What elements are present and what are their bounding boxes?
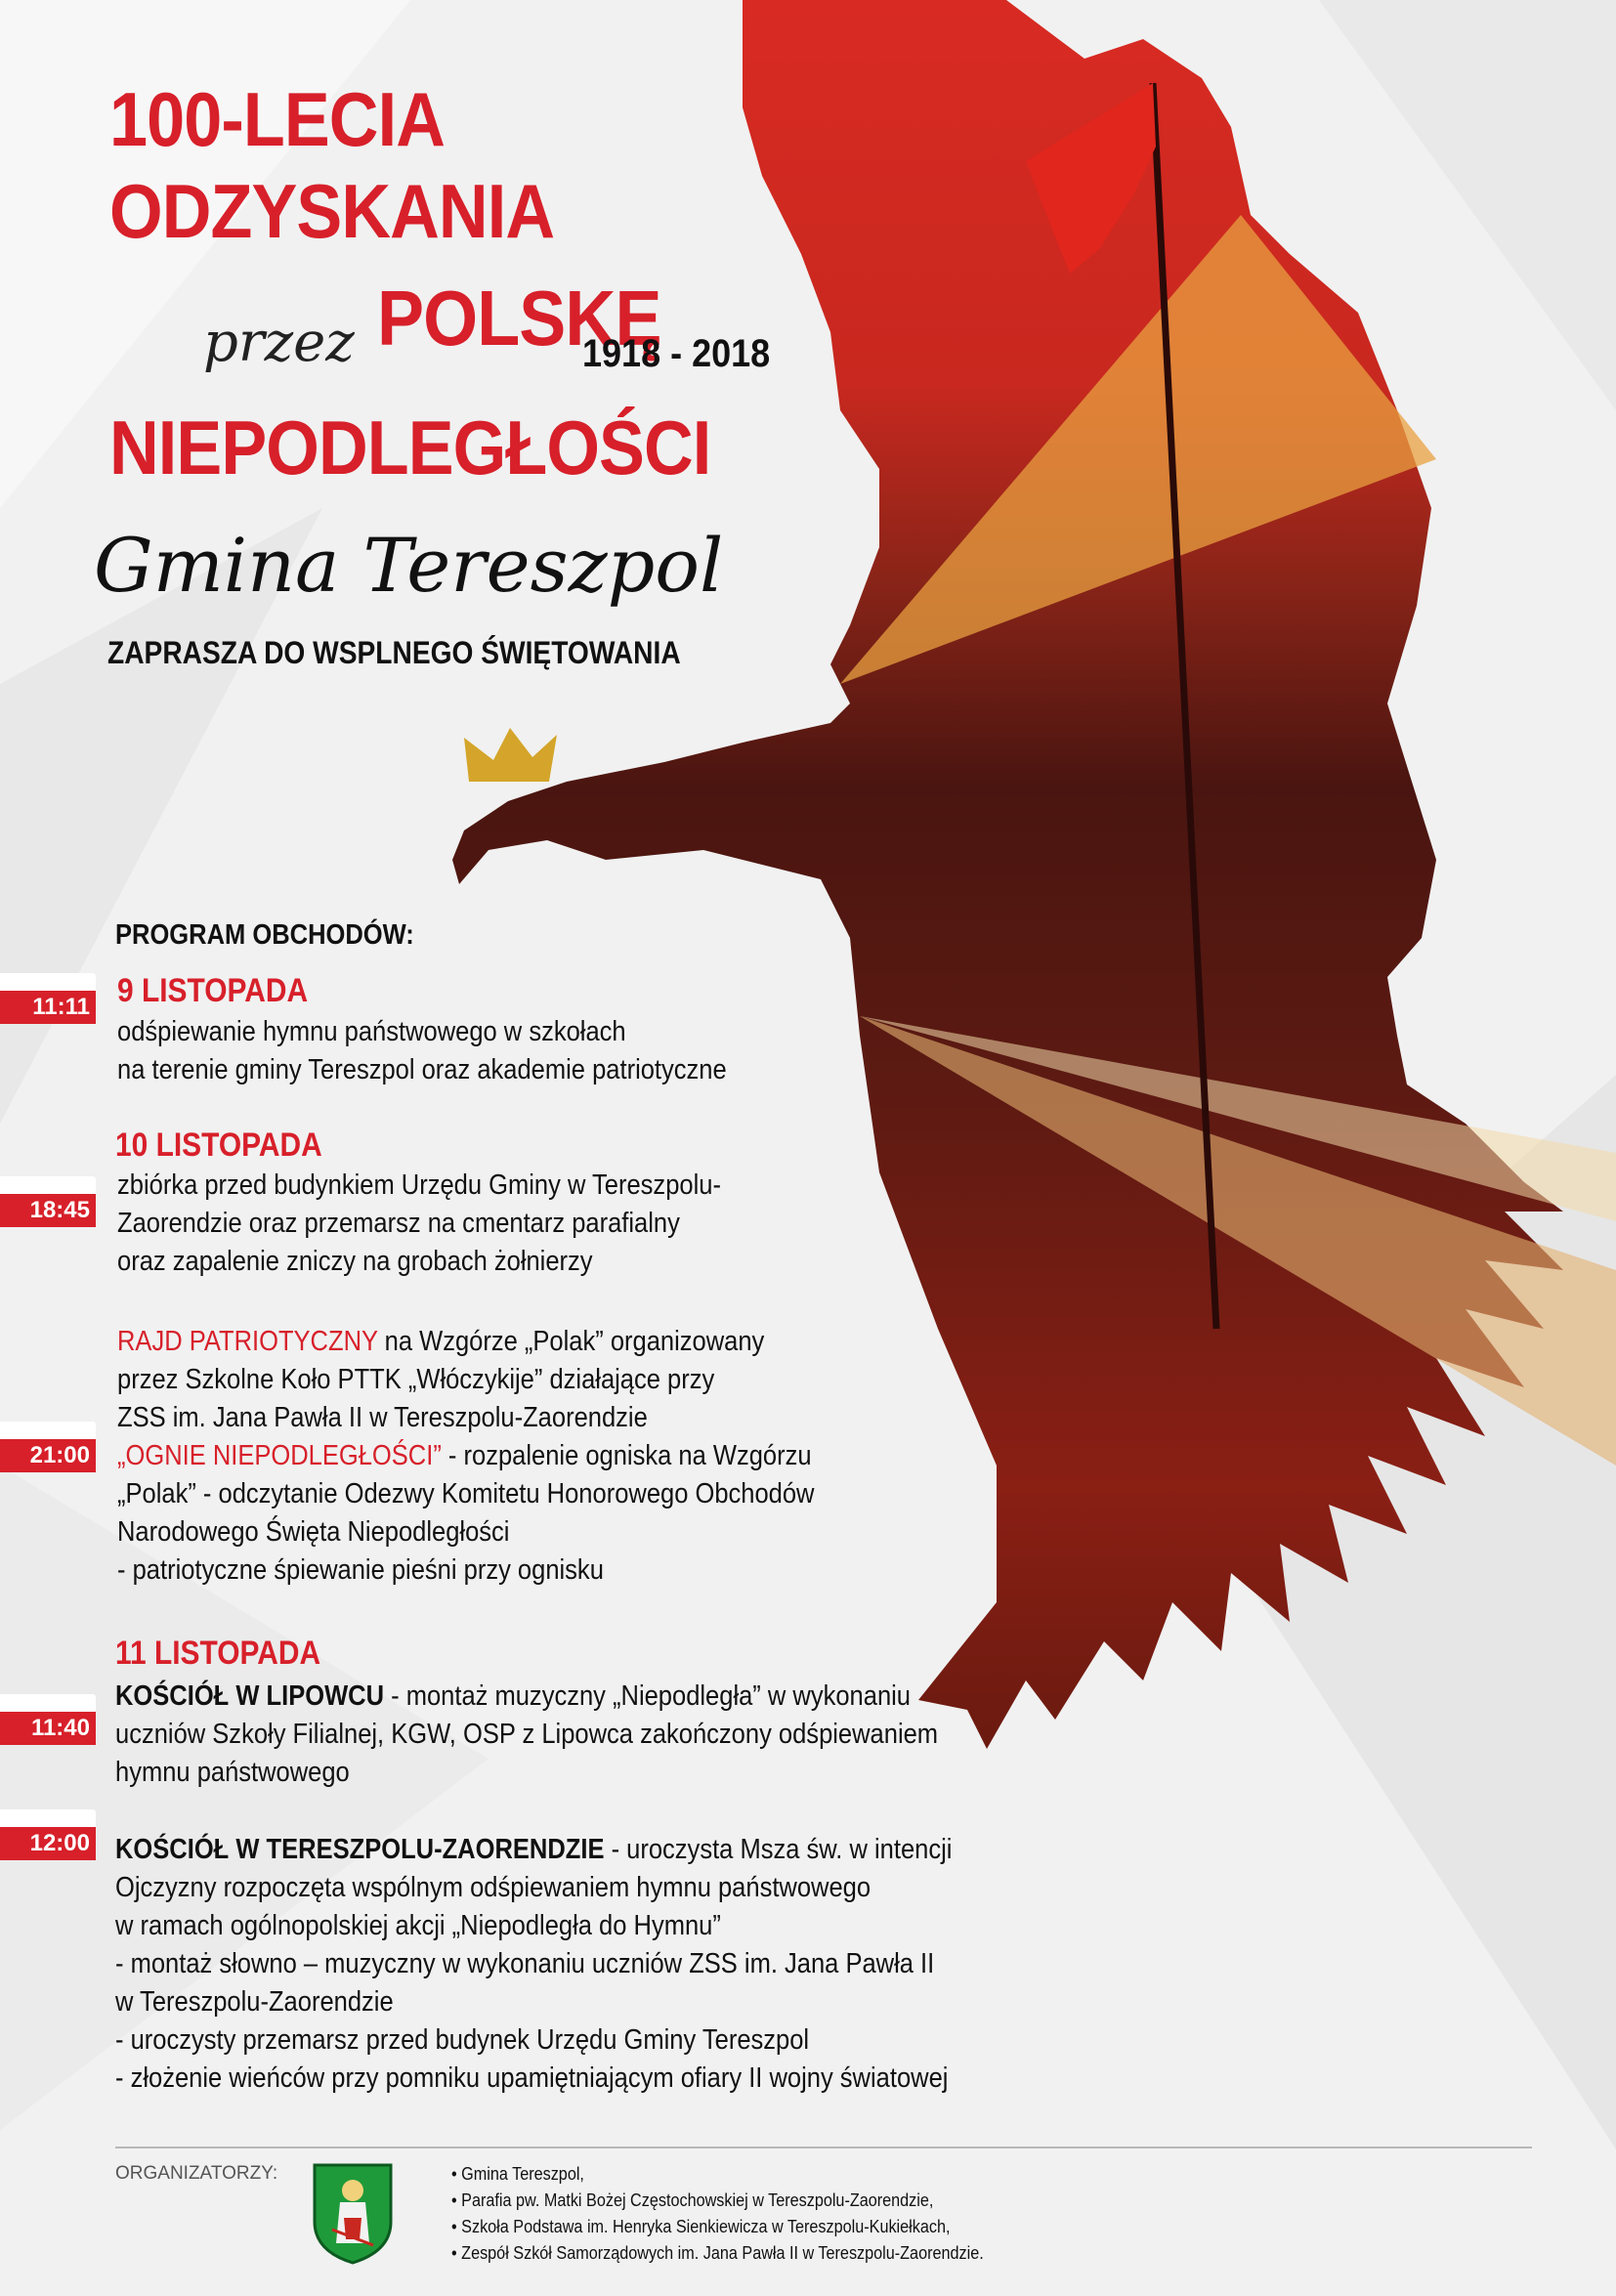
day3-event2-text: KOŚCIÓŁ W TERESZPOLU-ZAORENDZIE - uroczysta Msza św. w intencji Ojczyzny rozpoczęta wspólnym odśpiewaniem hymnu państwowego w ramach ogólnopolskiej akcji „Niepodległa do Hymnu” - montaż słowno – muzyczny w wykonaniu uczniów ZSS im. Jana Pawła II w Tereszpolu-Zaorendzie - uroczysty przemarsz przed budynek Urzędu Gminy Tereszpol - złożenie wieńców przy pomniku upamiętniającym ofiary II wojny światowej: [115, 1834, 953, 2094]
program-heading: PROGRAM OBCHODÓW:: [115, 919, 414, 951]
day3-date: 11 LISTOPADA: [115, 1635, 321, 1672]
title-line-1: 100-LECIA: [109, 76, 446, 162]
title-line-4: NIEPODLEGŁOŚCI: [109, 404, 711, 490]
organizer-item: • Szkoła Podstawa im. Henryka Sienkiewicza w Tereszpolu-Kukiełkach,: [451, 2217, 951, 2236]
day1-date: 9 LISTOPADA: [117, 972, 309, 1009]
time-badge-1845: 18:45: [0, 1176, 96, 1227]
coat-of-arms-icon: [311, 2161, 395, 2267]
organizer-item: • Parafia pw. Matki Bożej Częstochowskiej w Tereszpolu-Zaorendzie,: [451, 2190, 934, 2210]
footer-divider: [115, 2147, 1532, 2148]
invitation-text: ZAPRASZA DO WSPLNEGO ŚWIĘTOWANIA: [107, 635, 681, 670]
time-badge-2100: 21:00: [0, 1422, 96, 1472]
time-badge-1200: 12:00: [0, 1809, 96, 1860]
title-years: 1918 - 2018: [582, 332, 771, 375]
title-line-2: ODZYSKANIA: [109, 168, 555, 254]
crown-icon: [464, 728, 557, 782]
day2-rajd-text: RAJD PATRIOTYCZNY na Wzgórze „Polak” organizowany przez Szkolne Koło PTTK „Włóczykije” działające przy ZSS im. Jana Pawła II w Tereszpolu-Zaorendzie „OGNIE NIEPODLEGŁOŚCI” - rozpalenie ogniska na Wzgórzu „Polak” - odczytanie Odezwy Komitetu Honorowego Obchodów Narodowego Święta Niepodległości - patriotyczne śpiewanie pieśni przy ognisku: [117, 1326, 815, 1586]
time-badge-1140: 11:40: [0, 1694, 96, 1745]
organizer-item: • Gmina Tereszpol,: [451, 2164, 584, 2184]
title-polske: POLSKĘ: [377, 275, 661, 361]
day2-date: 10 LISTOPADA: [115, 1127, 322, 1164]
organizers-label: ORGANIZATORZY:: [115, 2163, 278, 2184]
time-badge-1111: 11:11: [0, 973, 96, 1024]
gmina-tereszpol-script: Gmina Tereszpol: [94, 522, 724, 609]
day3-event1-text: KOŚCIÓŁ W LIPOWCU - montaż muzyczny „Niepodległa” w wykonaniu uczniów Szkoły Filialnej, KGW, OSP z Lipowca zakończony odśpiewaniem hymnu państwowego: [115, 1680, 939, 1788]
organizers-list: [451, 2161, 984, 2267]
title-przez: przez: [203, 311, 355, 374]
day2-event1-text: zbiórka przed budynkiem Urzędu Gminy w Tereszpolu- Zaorendzie oraz przemarsz na cmentarz parafialny oraz zapalenie zniczy na grobach żołnierzy: [117, 1169, 721, 1277]
organizer-item: • Zespół Szkół Samorządowych im. Jana Pawła II w Tereszpolu-Zaorendzie.: [451, 2243, 984, 2263]
day1-text: odśpiewanie hymnu państwowego w szkołach na terenie gminy Tereszpol oraz akademie patriotyczne: [117, 1016, 727, 1085]
